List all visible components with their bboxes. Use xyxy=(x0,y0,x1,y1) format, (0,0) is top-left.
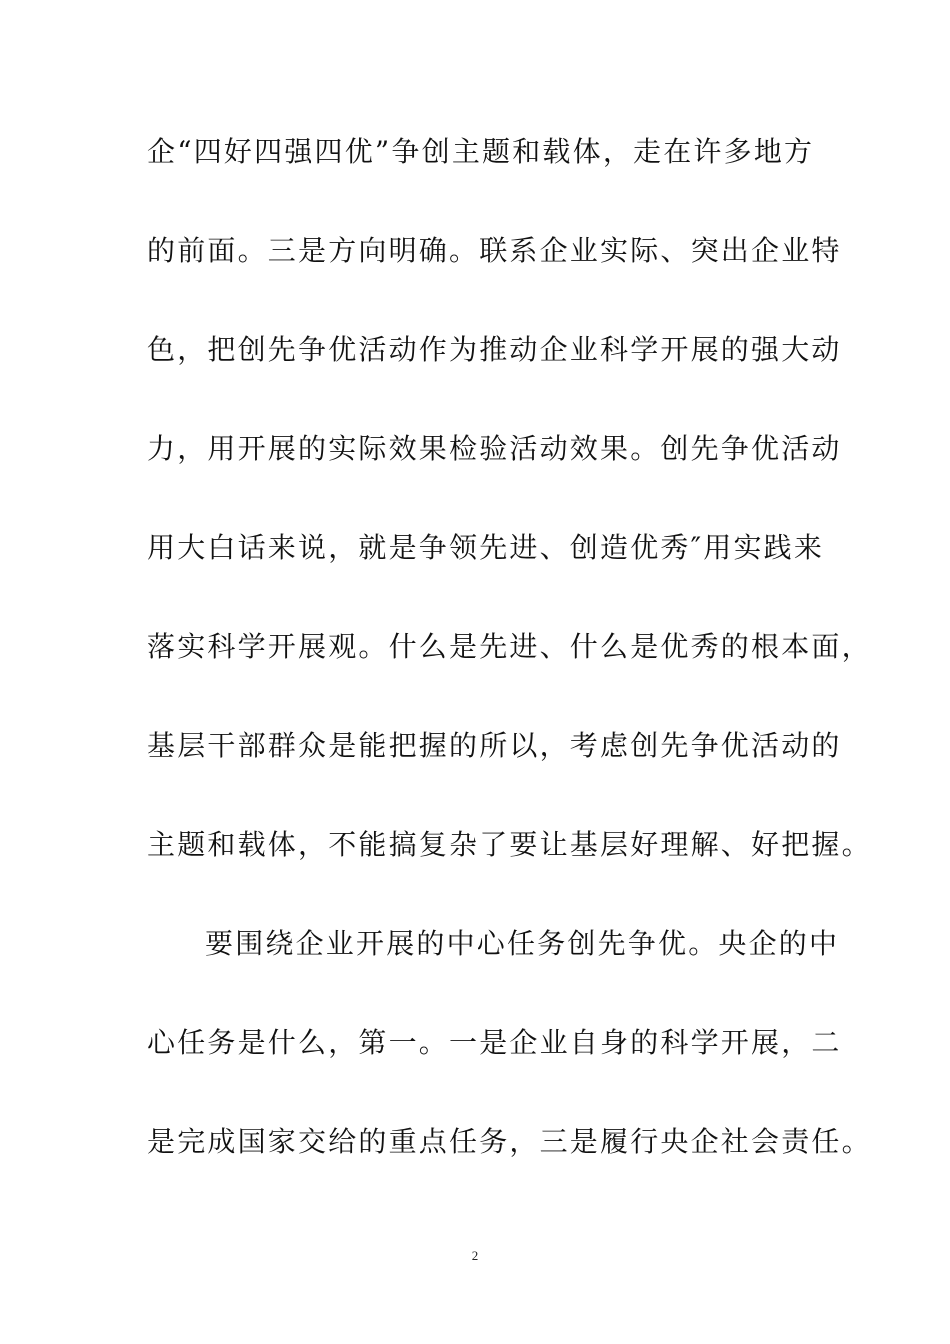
text-line-9-paragraph-start: 要围绕企业开展的中心任务创先争优。央企的中 xyxy=(205,927,840,960)
page-number: 2 xyxy=(471,1248,479,1263)
text-line-2: 的前面。三是方向明确。联系企业实际、突出企业特 xyxy=(147,234,842,267)
text-line-4: 力，用开展的实际效果检验活动效果。创先争优活动 xyxy=(147,432,842,465)
text-line-11: 是完成国家交给的重点任务，三是履行央企社会责任。 xyxy=(147,1125,872,1158)
text-line-6: 落实科学开展观。什么是先进、什么是优秀的根本面， xyxy=(147,630,872,663)
text-line-3: 色，把创先争优活动作为推动企业科学开展的强大动 xyxy=(147,333,842,366)
text-line-1: 企“四好四强四优”争创主题和载体，走在许多地方 xyxy=(147,135,815,168)
text-line-10: 心任务是什么，第一。一是企业自身的科学开展，二 xyxy=(147,1026,842,1059)
text-line-8: 主题和载体，不能搞复杂了要让基层好理解、好把握。 xyxy=(147,828,872,861)
text-line-7: 基层干部群众是能把握的所以，考虑创先争优活动的 xyxy=(147,729,842,762)
text-line-5: 用大白话来说，就是争领先进、创造优秀″用实践来 xyxy=(147,531,825,564)
body-text xyxy=(147,128,872,1217)
